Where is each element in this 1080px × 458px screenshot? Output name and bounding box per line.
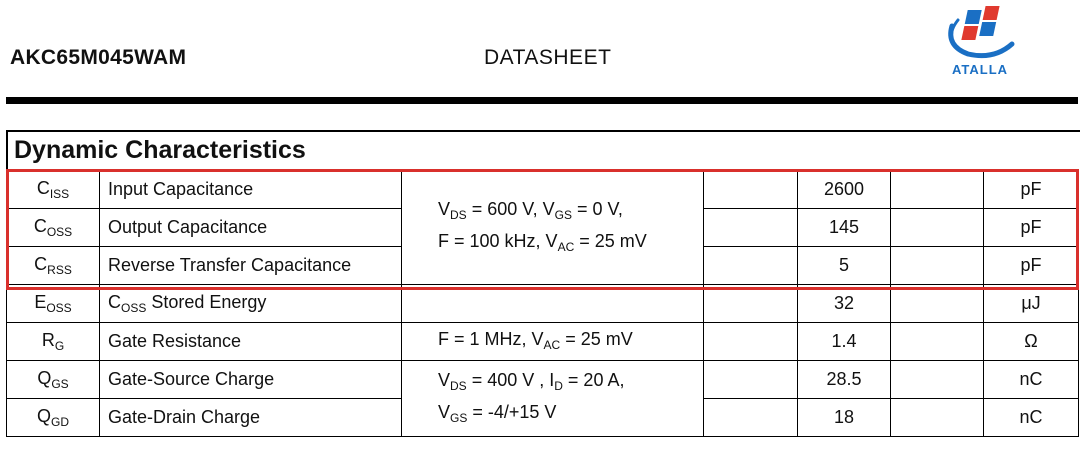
table-row [7,285,1079,323]
parameter-subscript: OSS [121,301,147,315]
parameter-name: Stored Energy [146,292,267,312]
unit-cell [984,361,1079,399]
typ-text: 5 [838,255,849,275]
min-value [704,361,798,399]
symbol: Q [37,368,52,388]
min-value [704,171,798,209]
typ-text: 32 [833,293,855,313]
condition-subscript: AC [543,337,561,352]
symbol: E [34,292,47,312]
typ-value [798,247,891,285]
symbol-cell [7,361,100,399]
unit: pF [1020,217,1042,237]
unit: pF [1020,255,1042,275]
typ-value [798,209,891,247]
typ-value [798,399,891,437]
unit-cell [984,399,1079,437]
test-condition [402,361,704,437]
symbol: C [34,254,48,274]
symbol: Q [36,406,51,426]
max-value [891,361,984,399]
condition-line [438,196,697,228]
table-row [7,171,1079,209]
condition-text: F = 1 MHz, V [438,328,544,349]
document-type: DATASHEET [484,46,612,69]
header-divider [6,97,1078,104]
company-logo [938,4,1022,84]
typ-text: 2600 [823,179,865,199]
condition-text: = 25 mV [560,328,633,349]
test-condition [402,323,704,361]
typ-text: 18 [833,407,855,427]
parameter-prefix: C [108,292,121,312]
min-value [704,247,798,285]
condition-text: V [438,401,451,422]
unit: Ω [1024,331,1038,351]
parameter-name: Gate-Source Charge [108,369,275,389]
max-value [891,171,984,209]
part-number: AKC65M045WAM [10,46,187,69]
logo-mark-icon [938,4,1022,64]
section-title: Dynamic Characteristics [14,136,306,164]
test-condition [402,285,704,323]
symbol-subscript: ISS [49,187,70,201]
condition-line [438,326,697,358]
typ-value [798,285,891,323]
condition-subscript: AC [557,239,575,254]
condition-subscript: GS [450,410,468,425]
parameter-cell [100,171,402,209]
condition-line [438,367,697,399]
condition-subscript: DS [450,207,467,222]
unit: μJ [1021,293,1041,313]
typ-text: 145 [828,217,860,237]
condition-text: V [438,198,451,219]
min-value [704,399,798,437]
condition-text: = 400 V , I [466,369,555,390]
max-value [891,399,984,437]
symbol-subscript: OSS [46,301,72,315]
parameter-name: Gate Resistance [108,331,242,351]
max-value [891,209,984,247]
parameter-name: Input Capacitance [108,179,254,199]
condition-text: F = 100 kHz, V [438,230,558,251]
parameter-cell [100,285,402,323]
symbol: R [41,330,55,350]
symbol-cell [7,171,100,209]
min-value [704,323,798,361]
condition-text: = 20 A, [562,369,625,390]
parameter-cell [100,247,402,285]
max-value [891,285,984,323]
condition-line [438,228,697,260]
symbol-subscript: GS [51,377,69,391]
parameter-name: Gate-Drain Charge [108,407,261,427]
unit-cell [984,247,1079,285]
condition-subscript: DS [450,378,467,393]
symbol-subscript: G [54,339,65,353]
section-header [6,130,1080,172]
symbol-cell [7,285,100,323]
unit-cell [984,285,1079,323]
max-value [891,323,984,361]
condition-text: V [438,369,451,390]
min-value [704,285,798,323]
typ-value [798,361,891,399]
typ-text: 1.4 [831,331,857,351]
unit: nC [1019,369,1043,389]
symbol: C [36,178,50,198]
parameter-name: Output Capacitance [108,217,268,237]
symbol: C [33,216,47,236]
symbol-subscript: GD [51,415,69,429]
condition-line [438,399,697,431]
condition-text: = 25 mV [574,230,647,251]
table-row [7,361,1079,399]
typ-value [798,323,891,361]
condition-subscript: D [554,378,563,393]
parameter-cell [100,209,402,247]
symbol-cell [7,209,100,247]
unit: nC [1019,407,1043,427]
table-row [7,323,1079,361]
symbol-cell [7,247,100,285]
typ-value [798,171,891,209]
condition-text: = -4/+15 V [467,401,557,422]
parameter-cell [100,361,402,399]
parameter-cell [100,399,402,437]
typ-text: 28.5 [826,369,862,389]
unit: pF [1020,179,1042,199]
unit-cell [984,209,1079,247]
symbol-subscript: RSS [47,263,72,277]
symbol-cell [7,323,100,361]
condition-subscript: GS [554,207,572,222]
parameter-cell [100,323,402,361]
condition-text: = 600 V, V [466,198,555,219]
condition-text: = 0 V, [571,198,623,219]
symbol-subscript: OSS [46,225,73,239]
unit-cell [984,171,1079,209]
test-condition [402,171,704,285]
symbol-cell [7,399,100,437]
logo-text: ATALLA [951,62,1009,77]
parameter-name: Reverse Transfer Capacitance [108,255,352,275]
max-value [891,247,984,285]
min-value [704,209,798,247]
unit-cell [984,323,1079,361]
dynamic-characteristics-table [6,170,1079,437]
